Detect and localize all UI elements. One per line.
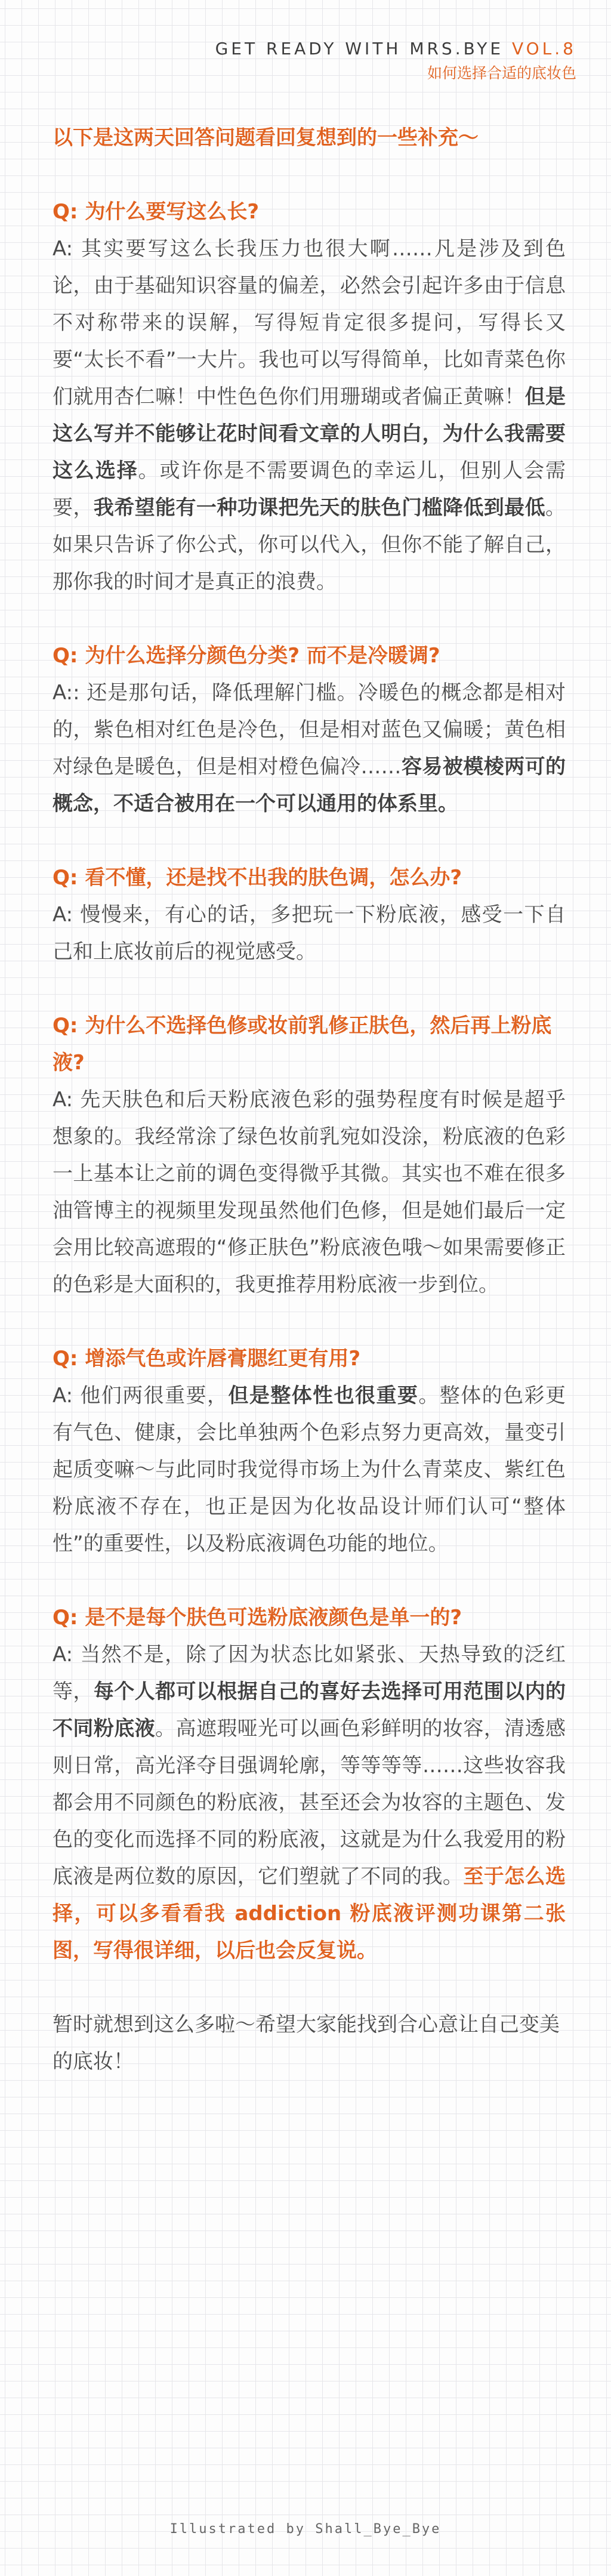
series-title <box>215 37 576 61</box>
answer-text: 。高遮瑕哑光可以画色彩鲜明的妆容，清透感则日常，高光泽夺目强调轮廓，等等等等……这些妆容我都会用不同颜色的粉底液，甚至还会为妆容的主题色、发色的变化而选择不同的粉底液，这就是为什么我爱用的粉底液是两位数的原因，它们塑就了不同的我。 <box>53 1717 566 1889</box>
answer-text: A: 他们两很重要， <box>53 1384 229 1408</box>
qa-item <box>53 193 566 600</box>
volume-label: VOL.8 <box>511 39 576 58</box>
answer-text: A: 其实要写这么长我压力也很大啊……凡是涉及到色论，由于基础知识容量的偏差，必然会引起许多由于信息不对称带来的误解，写得短肯定很多提问，写得长又要“太长不看”一大片。我也可以写得简单，比如青菜色你们就用杏仁嘛！中性色色你们用珊瑚或者偏正黄嘛！ <box>53 237 566 409</box>
question: Q: 为什么要写这么长? <box>53 200 260 224</box>
question: Q: 增添气色或许唇膏腮红更有用? <box>53 1347 361 1371</box>
answer <box>53 674 566 822</box>
answer-text: A: 慢慢来，有心的话，多把玩一下粉底液，感受一下自己和上底妆前后的视觉感受。 <box>53 903 566 964</box>
qa-item <box>53 1599 566 1969</box>
answer <box>53 1377 566 1562</box>
question: Q: 看不懂，还是找不出我的肤色调，怎么办? <box>53 866 462 890</box>
answer-emphasis: 但是整体性也很重要 <box>228 1384 419 1408</box>
qa-item <box>53 1007 566 1303</box>
answer <box>53 896 566 970</box>
page-subtitle: 如何选择合适的底妆色 <box>427 64 576 82</box>
answer-text: 。如果只告诉了你公式，你可以代入，但你不能了解自己，那你我的时间才是真正的浪费。 <box>53 496 566 594</box>
qa-item <box>53 859 566 970</box>
question: Q: 是不是每个肤色可选粉底液颜色是单一的? <box>53 1606 462 1630</box>
answer-emphasis: 容易被模棱两可的概念，不适合被用在一个可以通用的体系里。 <box>53 755 566 816</box>
outro-text: 暂时就想到这么多啦～希望大家能找到合心意让自己变美的底妆！ <box>53 2013 560 2074</box>
answer-text: 。或许你是不需要调色的幸运儿，但别人会需要， <box>53 459 566 520</box>
question: Q: 为什么不选择色修或妆前乳修正肤色，然后再上粉底液? <box>53 1014 552 1075</box>
qa-list <box>53 193 566 1969</box>
answer-text: A: 先天肤色和后天粉底液色彩的强势程度有时候是超乎想象的。我经常涂了绿色妆前乳宛如没涂，粉底液的色彩一上基本让之前的调色变得微乎其微。其实也不难在很多油管博主的视频里发现虽然他们色修，但是她们最后一定会用比较高遮瑕的“修正肤色”粉底液色哦～如果需要修正的色彩是大面积的，我更推荐用粉底液一步到位。 <box>53 1088 566 1297</box>
qa-item <box>53 637 566 822</box>
qa-item <box>53 1340 566 1562</box>
illustrator-credit: Illustrated by Shall_Bye_Bye <box>169 2522 442 2537</box>
page-header <box>215 37 576 84</box>
question: Q: 为什么选择分颜色分类? 而不是冷暖调? <box>53 644 440 668</box>
answer <box>53 230 566 600</box>
answer-emphasis: 每个人都可以根据自己的喜好去选择可用范围以内的不同粉底液 <box>53 1680 566 1741</box>
intro-text: 以下是这两天回答问题看回复想到的一些补充～ <box>53 126 479 150</box>
answer-highlight: 至于怎么选择，可以多看看我 addiction 粉底液评测功课第二张图，写得很详细，以后也会反复说。 <box>53 1865 566 1963</box>
answer-emphasis: 但是这么写并不能够让花时间看文章的人明白，为什么我需要这么选择 <box>53 385 566 483</box>
answer-emphasis: 我希望能有一种功课把先天的肤色门槛降低到最低 <box>93 496 546 520</box>
answer <box>53 1636 566 1969</box>
series-title-prefix: GET READY WITH MRS.BYE <box>215 39 512 58</box>
answer <box>53 1081 566 1303</box>
answer-text: 。整体的色彩更有气色、健康，会比单独两个色彩点努力更高效，量变引起质变嘛～与此同时我觉得市场上为什么青菜皮、紫红色粉底液不存在，也正是因为化妆品设计师们认可“整体性”的重要性，以及粉底液调色功能的地位。 <box>53 1384 566 1556</box>
article-body <box>53 119 566 2080</box>
answer-text: A: 当然不是，除了因为状态比如紧张、天热导致的泛红等， <box>53 1643 566 1704</box>
answer-text: A:: 还是那句话，降低理解门槛。冷暖色的概念都是相对的，紫色相对红色是冷色，但是相对蓝色又偏暖；黄色相对绿色是暖色，但是相对橙色偏冷…… <box>53 681 566 779</box>
